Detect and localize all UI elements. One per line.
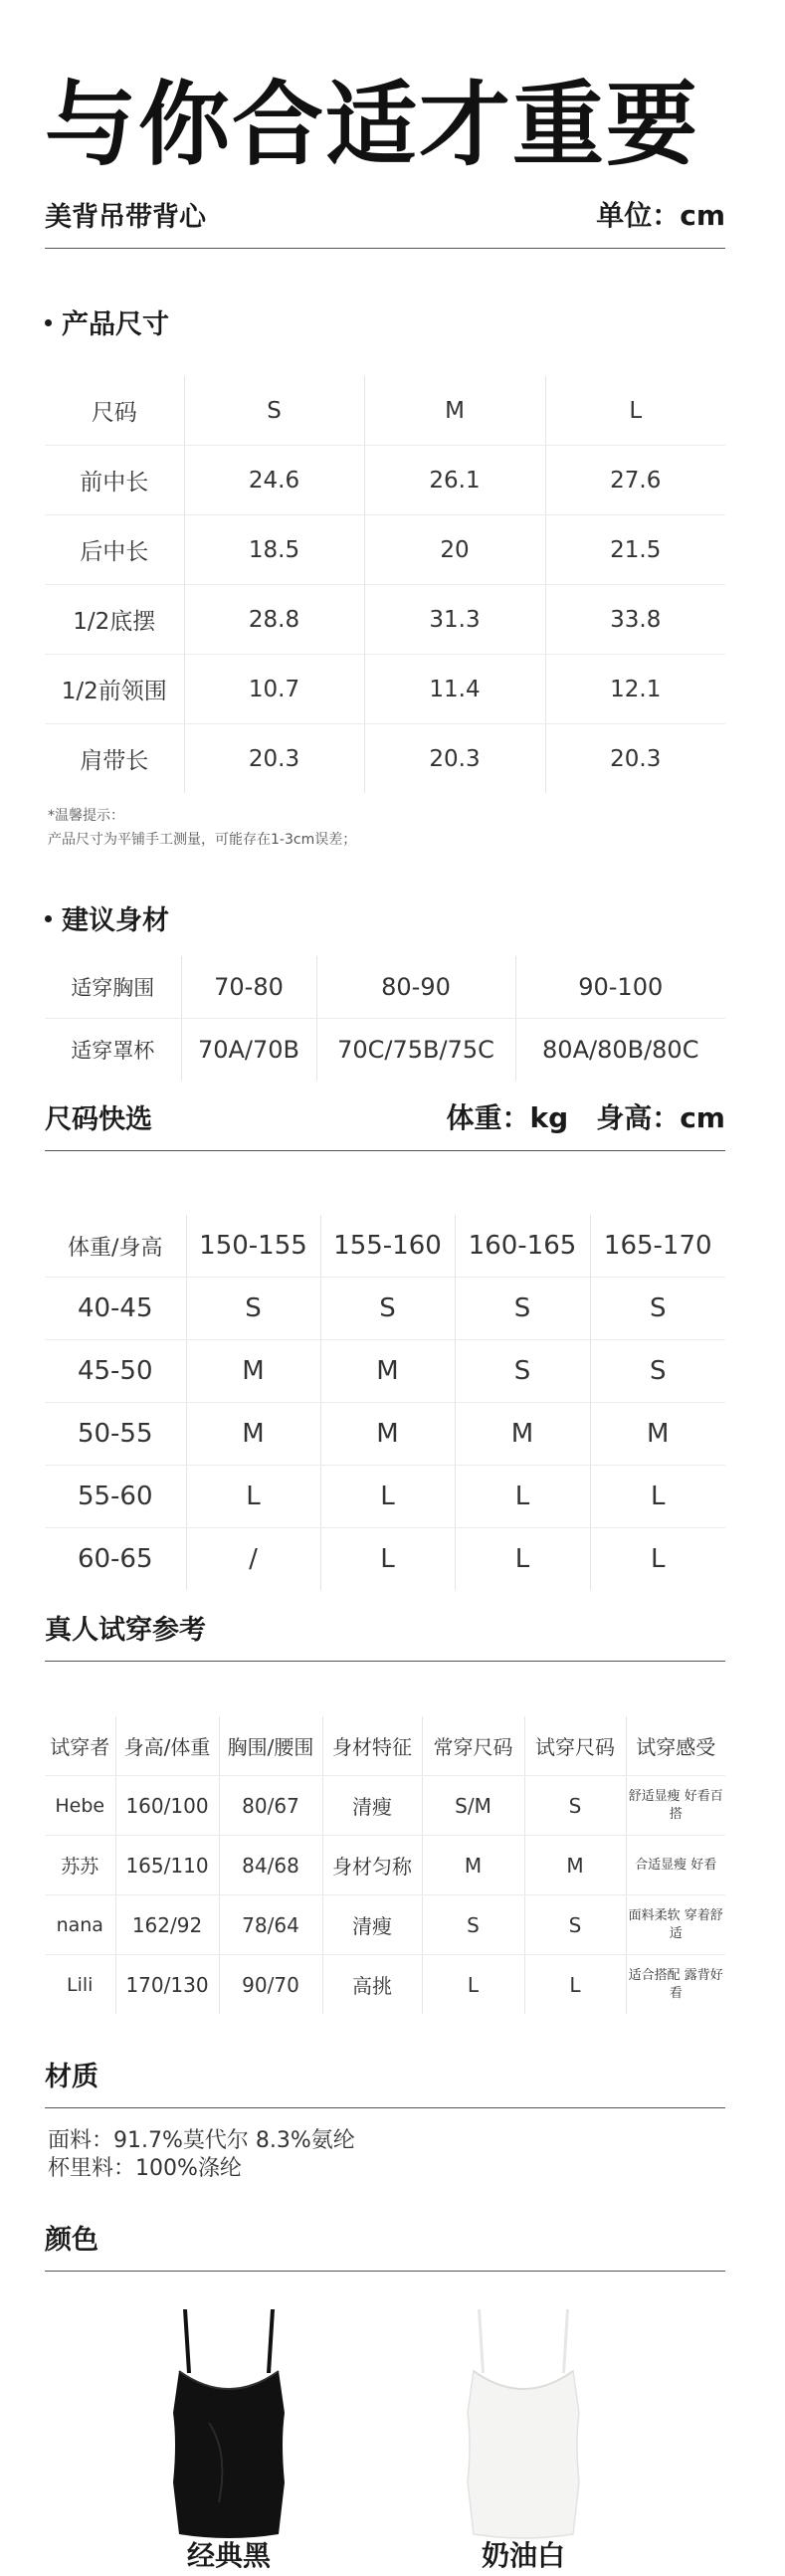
tryon-cell: 苏苏	[45, 1836, 115, 1895]
table-row	[45, 1340, 725, 1403]
body-table	[45, 956, 725, 1081]
size-row-label: 1/2底摆	[45, 585, 184, 655]
color-swatch-black[interactable]	[149, 2303, 308, 2572]
table-row	[45, 1776, 725, 1836]
size-cell: 20.3	[545, 724, 725, 794]
body-cell: 80-90	[316, 956, 515, 1019]
quick-header	[45, 1101, 725, 1151]
tryon-header	[45, 1617, 725, 1662]
quick-cell: M	[186, 1403, 320, 1466]
tryon-table	[45, 1716, 725, 2014]
size-cell: 20.3	[184, 724, 364, 794]
quick-row-label: 60-65	[77, 1544, 153, 1574]
quick-header-cell: 160-165	[455, 1215, 590, 1278]
color-swatch-white[interactable]	[444, 2303, 603, 2572]
size-header-cell: M	[364, 376, 545, 446]
tryon-header-cell: 身高/体重	[115, 1716, 219, 1776]
quick-cell: M	[320, 1403, 455, 1466]
hero-title: 与你合适才重要	[45, 72, 700, 178]
size-cell: 28.8	[184, 585, 364, 655]
tryon-header-cell: 常穿尺码	[422, 1716, 524, 1776]
product-name: 美背吊带背心	[45, 202, 206, 233]
size-row-label: 后中长	[45, 515, 184, 585]
table-row	[45, 515, 725, 585]
quick-cell: L	[186, 1466, 320, 1528]
size-row-label: 前中长	[45, 446, 184, 515]
size-cell: 10.7	[184, 655, 364, 724]
tryon-cell: M	[422, 1836, 524, 1895]
table-row	[45, 1836, 725, 1895]
quick-cell: L	[320, 1528, 455, 1591]
product-header	[45, 199, 725, 249]
table-row	[45, 1895, 725, 1955]
tryon-cell: S	[524, 1895, 626, 1955]
quick-cell: M	[320, 1340, 455, 1403]
size-note-line: 产品尺寸为平铺手工测量，可能存在1-3cm误差；	[48, 832, 357, 848]
size-cell: 21.5	[545, 515, 725, 585]
quick-cell: L	[590, 1466, 725, 1528]
size-row-label: 肩带长	[80, 748, 149, 774]
fabric-line: 面料：91.7%莫代尔 8.3%氨纶	[48, 2128, 355, 2153]
tryon-cell: 80/67	[219, 1776, 322, 1836]
quick-cell: S	[590, 1340, 725, 1403]
size-cell: 18.5	[184, 515, 364, 585]
quick-cell: S	[590, 1278, 725, 1340]
body-cell: 70A/70B	[181, 1019, 316, 1082]
tryon-cell: M	[524, 1836, 626, 1895]
tryon-section-title: 真人试穿参考	[45, 1615, 206, 1646]
table-row	[45, 1278, 725, 1340]
size-cell: 27.6	[545, 446, 725, 515]
tryon-header-cell: 胸围/腰围	[219, 1716, 322, 1776]
tryon-header-cell: 试穿者	[45, 1716, 115, 1776]
tryon-cell: 162/92	[115, 1895, 219, 1955]
tryon-feedback-cell: 舒适显瘦 好看百搭	[626, 1776, 725, 1836]
tryon-feedback-cell: 面料柔软 穿着舒适	[626, 1895, 725, 1955]
quick-section-title: 尺码快选	[45, 1104, 152, 1135]
color-section-title: 颜色	[45, 2225, 98, 2256]
quick-cell: L	[455, 1528, 590, 1591]
size-cell: 11.4	[364, 655, 545, 724]
tryon-cell: 90/70	[219, 1955, 322, 2015]
size-cell: 26.1	[364, 446, 545, 515]
quick-cell: L	[320, 1466, 455, 1528]
quick-header-cell: 体重/身高	[45, 1215, 186, 1278]
size-cell: 24.6	[184, 446, 364, 515]
quick-header-cell: 165-170	[590, 1215, 725, 1278]
quick-cell: L	[455, 1466, 590, 1528]
quick-cell: /	[186, 1528, 320, 1591]
material-section-title: 材质	[45, 2062, 98, 2092]
tryon-cell: 170/130	[115, 1955, 219, 2015]
tryon-cell: 78/64	[219, 1895, 322, 1955]
material-info	[48, 2127, 355, 2183]
quick-row-label: 50-55	[45, 1403, 186, 1466]
size-row-label: 1/2前领围	[45, 655, 184, 724]
table-row	[45, 585, 725, 655]
quick-header-cell: 155-160	[320, 1215, 455, 1278]
table-row	[45, 1403, 725, 1466]
tryon-cell: S/M	[422, 1776, 524, 1836]
size-cell: 12.1	[545, 655, 725, 724]
tryon-cell: S	[422, 1895, 524, 1955]
size-header-cell: L	[545, 376, 725, 446]
quick-cell: M	[186, 1340, 320, 1403]
tryon-cell: S	[524, 1776, 626, 1836]
tryon-header-cell: 试穿感受	[626, 1716, 725, 1776]
tryon-cell: 清瘦	[322, 1895, 422, 1955]
table-row	[45, 956, 725, 1019]
quick-row-label: 40-45	[45, 1278, 186, 1340]
tryon-cell: 清瘦	[322, 1776, 422, 1836]
body-cell: 70C/75B/75C	[316, 1019, 515, 1082]
tryon-header-cell: 身材特征	[322, 1716, 422, 1776]
table-row	[45, 1019, 725, 1082]
lining-line: 杯里料：100%涤纶	[48, 2156, 242, 2181]
unit-label: 单位：cm	[596, 199, 725, 232]
body-cell: 90-100	[515, 956, 725, 1019]
tryon-cell: nana	[45, 1895, 115, 1955]
quick-row-label: 55-60	[45, 1466, 186, 1528]
size-header-cell: S	[184, 376, 364, 446]
material-header	[45, 2064, 725, 2108]
table-row	[45, 1466, 725, 1528]
tryon-feedback-cell: 适合搭配 露背好看	[626, 1955, 725, 2015]
quick-row-label: 45-50	[45, 1340, 186, 1403]
color-label: 经典黑	[186, 2539, 271, 2572]
size-table	[45, 376, 725, 793]
size-cell: 20.3	[364, 724, 545, 794]
size-cell: 33.8	[545, 585, 725, 655]
quick-cell: S	[455, 1340, 590, 1403]
table-row	[45, 724, 725, 794]
black-camisole-image	[149, 2303, 308, 2542]
table-row	[45, 446, 725, 515]
tryon-cell: 高挑	[322, 1955, 422, 2015]
tryon-cell: Hebe	[45, 1776, 115, 1836]
table-row	[45, 376, 725, 446]
quick-cell: M	[590, 1403, 725, 1466]
size-note	[48, 804, 356, 852]
quick-cell: S	[455, 1278, 590, 1340]
size-cell: 31.3	[364, 585, 545, 655]
tryon-cell: 84/68	[219, 1836, 322, 1895]
quick-cell: S	[186, 1278, 320, 1340]
size-header-cell: 尺码	[45, 376, 184, 446]
tryon-cell: L	[524, 1955, 626, 2015]
quick-table	[45, 1215, 725, 1590]
table-row	[45, 655, 725, 724]
white-camisole-image	[444, 2303, 603, 2542]
body-cell: 80A/80B/80C	[515, 1019, 725, 1082]
tryon-cell: 160/100	[115, 1776, 219, 1836]
size-section-title-text: 产品尺寸	[62, 309, 169, 340]
tryon-cell: 165/110	[115, 1836, 219, 1895]
table-row	[45, 1528, 725, 1591]
tryon-header-cell: 试穿尺码	[524, 1716, 626, 1776]
quick-cell: S	[320, 1278, 455, 1340]
body-section-title	[45, 898, 169, 937]
tryon-feedback-cell: 合适显瘦 好看	[626, 1836, 725, 1895]
bullet-dot	[45, 319, 52, 326]
color-header	[45, 2227, 725, 2272]
body-row-label: 适穿胸围	[45, 956, 181, 1019]
quick-cell: M	[455, 1403, 590, 1466]
body-section-title-text: 建议身材	[62, 905, 169, 936]
quick-header-cell: 150-155	[186, 1215, 320, 1278]
tryon-cell: Lili	[67, 1973, 94, 1996]
tryon-cell: L	[422, 1955, 524, 2015]
size-cell: 20	[364, 515, 545, 585]
quick-cell: L	[590, 1528, 725, 1591]
body-row-label: 适穿罩杯	[71, 1039, 155, 1063]
table-row	[45, 1955, 725, 2015]
body-cell: 70-80	[181, 956, 316, 1019]
quick-unit-label: 体重：kg 身高：cm	[446, 1101, 725, 1134]
table-row	[45, 1716, 725, 1776]
tryon-cell: 身材匀称	[322, 1836, 422, 1895]
size-section-title	[45, 302, 169, 341]
table-row	[45, 1215, 725, 1278]
size-note-line: *温馨提示：	[48, 808, 124, 824]
color-label: 奶油白	[481, 2539, 565, 2572]
bullet-dot	[45, 915, 52, 922]
